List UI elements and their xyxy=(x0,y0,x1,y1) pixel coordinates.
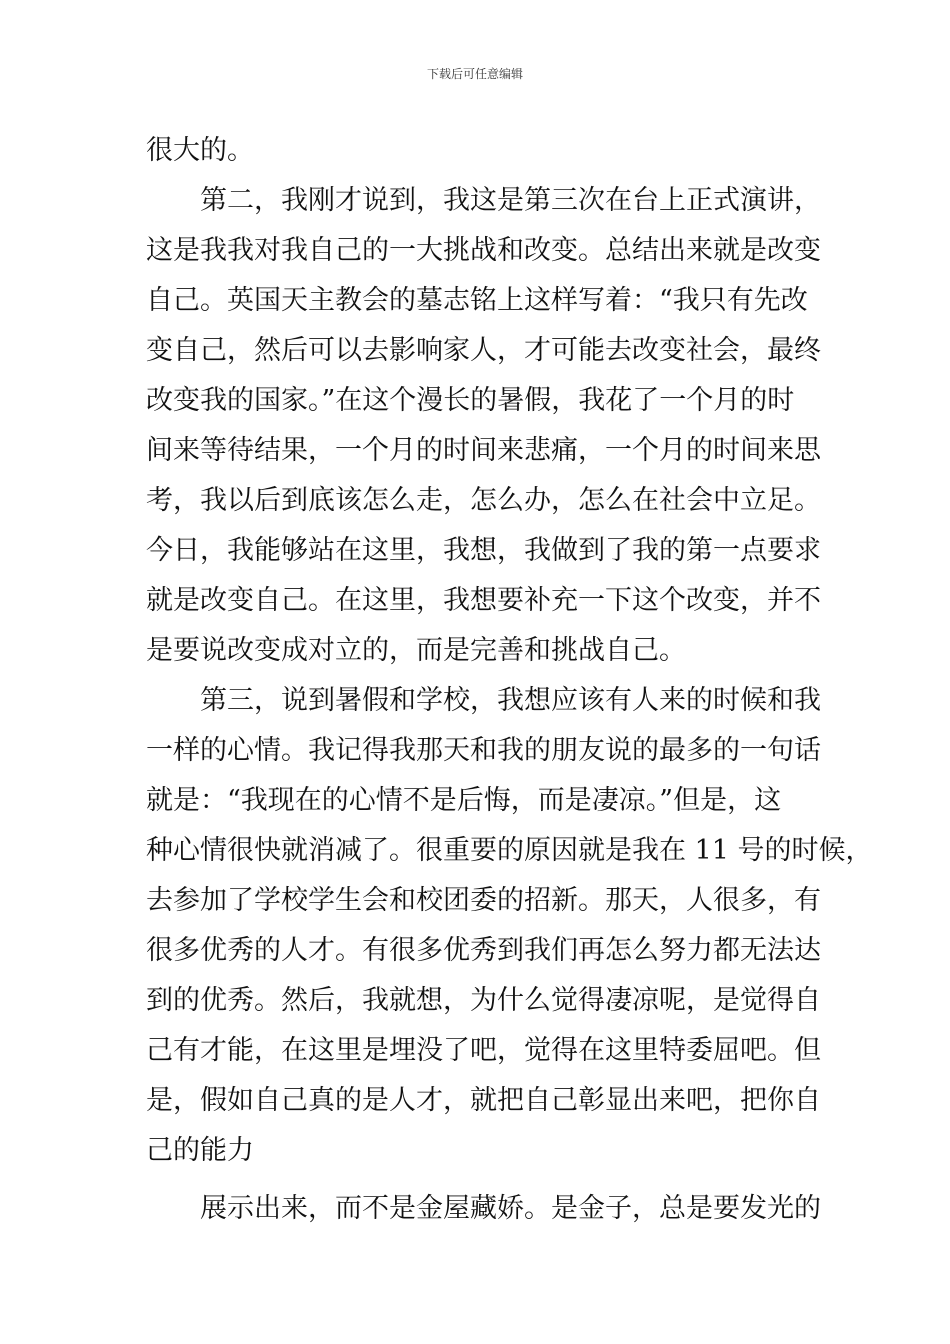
text-line: 变自己，然后可以去影响家人，才可能去改变社会，最终 xyxy=(146,335,821,366)
text-line: 第二，我刚才说到，我这是第三次在台上正式演讲， xyxy=(146,185,821,216)
text-line: 间来等待结果，一个月的时间来悲痛，一个月的时间来思 xyxy=(146,435,821,466)
text-line: 自己。英国天主教会的墓志铭上这样写着：“我只有先改 xyxy=(146,285,808,316)
text-line: 一样的心情。我记得我那天和我的朋友说的最多的一句话 xyxy=(146,735,821,766)
text-line: 很大的。 xyxy=(146,135,254,166)
text-line: 种心情很快就消减了。很重要的原因就是我在 11 号的时候， xyxy=(146,835,873,866)
text-line: 展示出来，而不是金屋藏娇。是金子，总是要发光的 xyxy=(146,1193,821,1224)
text-line: 是要说改变成对立的，而是完善和挑战自己。 xyxy=(146,635,686,666)
text-line: 改变我的国家。”在这个漫长的暑假，我花了一个月的时 xyxy=(146,385,795,416)
text-line: 去参加了学校学生会和校团委的招新。那天，人很多，有 xyxy=(146,885,821,916)
document-body xyxy=(146,126,873,1234)
text-line: 就是：“我现在的心情不是后悔，而是凄凉。”但是，这 xyxy=(146,785,782,816)
text-line: 就是改变自己。在这里，我想要补充一下这个改变，并不 xyxy=(146,585,821,616)
text-line: 第三，说到暑假和学校，我想应该有人来的时候和我 xyxy=(146,685,821,716)
text-line: 考，我以后到底该怎么走，怎么办，怎么在社会中立足。 xyxy=(146,485,821,516)
paragraph-gap xyxy=(146,1176,826,1184)
text-line: 到的优秀。然后，我就想，为什么觉得凄凉呢，是觉得自 xyxy=(146,985,821,1016)
page-header: 下载后可任意编辑 xyxy=(426,67,523,81)
text-line: 是，假如自己真的是人才，就把自己彰显出来吧，把你自 xyxy=(146,1085,821,1116)
text-line: 己有才能，在这里是埋没了吧，觉得在这里特委屈吧。但 xyxy=(146,1035,821,1066)
text-line: 今日，我能够站在这里，我想，我做到了我的第一点要求 xyxy=(146,535,821,566)
text-line: 很多优秀的人才。有很多优秀到我们再怎么努力都无法达 xyxy=(146,935,821,966)
text-line: 这是我我对我自己的一大挑战和改变。总结出来就是改变 xyxy=(146,235,821,266)
text-line: 己的能力 xyxy=(146,1135,254,1166)
